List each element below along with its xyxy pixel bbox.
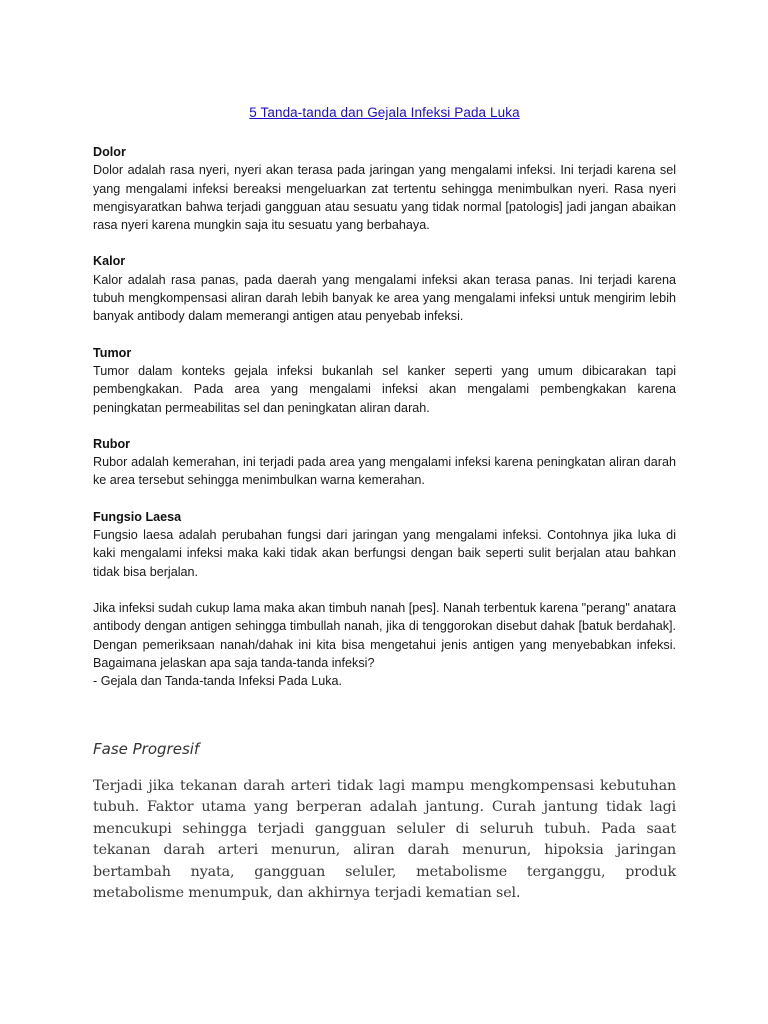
document-page [93,0,676,1024]
section-heading: Dolor [93,145,126,159]
section-tumor [93,344,676,417]
document-title-link[interactable]: 5 Tanda-tanda dan Gejala Infeksi Pada Luka [249,105,520,120]
section-fungsio-laesa [93,508,676,581]
section-heading: Kalor [93,254,126,269]
fase-progresif-heading: Fase Progresif [93,740,200,758]
section-heading: Fungsio Laesa [93,509,182,524]
section-text: Tumor dalam konteks gejala infeksi bukanlah sel kanker seperti yang umum dibicarakan tapi pembengkakan. Pada area yang mengalami infeksi akan mengalami pembengkakan karena peningkatan permeabilitas sel dan peningkatan aliran darah. [93,363,676,415]
section-heading: Tumor [93,345,132,360]
closing-tail: - Gejala dan Tanda-tanda Infeksi Pada Luka. [93,674,343,689]
section-text: Dolor adalah rasa nyeri, nyeri akan terasa pada jaringan yang mengalami infeksi. Ini terjadi karena sel yang mengalami infeksi bereaksi mengeluarkan zat tertentu sehingga menimbulkan nyeri. Rasa nyeri mengisyaratkan bahwa terjadi gangguan atau sesuatu yang tidak normal [patologis] jadi jangan abaikan rasa nyeri karena mungkin saja itu sesuatu yang berbahaya. [93,163,676,233]
section-text: Fungsio laesa adalah perubahan fungsi dari jaringan yang mengalami infeksi. Contohnya jika luka di kaki mengalami infeksi maka kaki tidak akan berfungsi dengan baik seperti sulit berjalan atau bahkan tidak bisa berjalan. [93,528,676,579]
section-kalor [93,252,676,325]
closing-block [93,599,676,690]
closing-paragraph: Jika infeksi sudah cukup lama maka akan timbuh nanah [pes]. Nanah terbentuk karena "perang" anatara antibody dengan antigen sehingga timbullah nanah, jika di tenggorokan disebut dahak [batuk berdahak]. Dengan pemeriksaan nanah/dahak ini kita bisa mengetahui jenis antigen yang menyebabkan infeksi. Bagaimana jelaskan apa saja tanda-tanda infeksi? [93,600,677,670]
section-text: Rubor adalah kemerahan, ini terjadi pada area yang mengalami infeksi karena peningkatan aliran darah ke area tersebut sehingga menimbulkan warna kemerahan. [93,455,676,488]
fase-progresif-text: Terjadi jika tekanan darah arteri tidak lagi mampu mengkompensasi kebutuhan tubuh. Faktor utama yang berperan adalah jantung. Curah jantung tidak lagi mencukupi sehingga terjadi gangguan seluler di seluruh tubuh. Pada saat tekanan darah arteri menurun, aliran darah menurun, hipoksia jaringan bertambah nyata, gangguan seluler, metabolisme terganggu, produk metabolisme menumpuk, dan akhirnya terjadi kematian sel. [93,778,676,902]
section-heading: Rubor [93,436,131,451]
document-body [93,143,676,708]
section-text: Kalor adalah rasa panas, pada daerah yang mengalami infeksi akan terasa panas. Ini terjadi karena tubuh mengkompensasi aliran darah lebih banyak ke area yang mengalami infeksi untuk mengirim lebih banyak antibody dalam memerangi antigen atau penyebab infeksi. [93,272,676,324]
section-rubor [93,435,676,490]
section-dolor [93,143,676,234]
